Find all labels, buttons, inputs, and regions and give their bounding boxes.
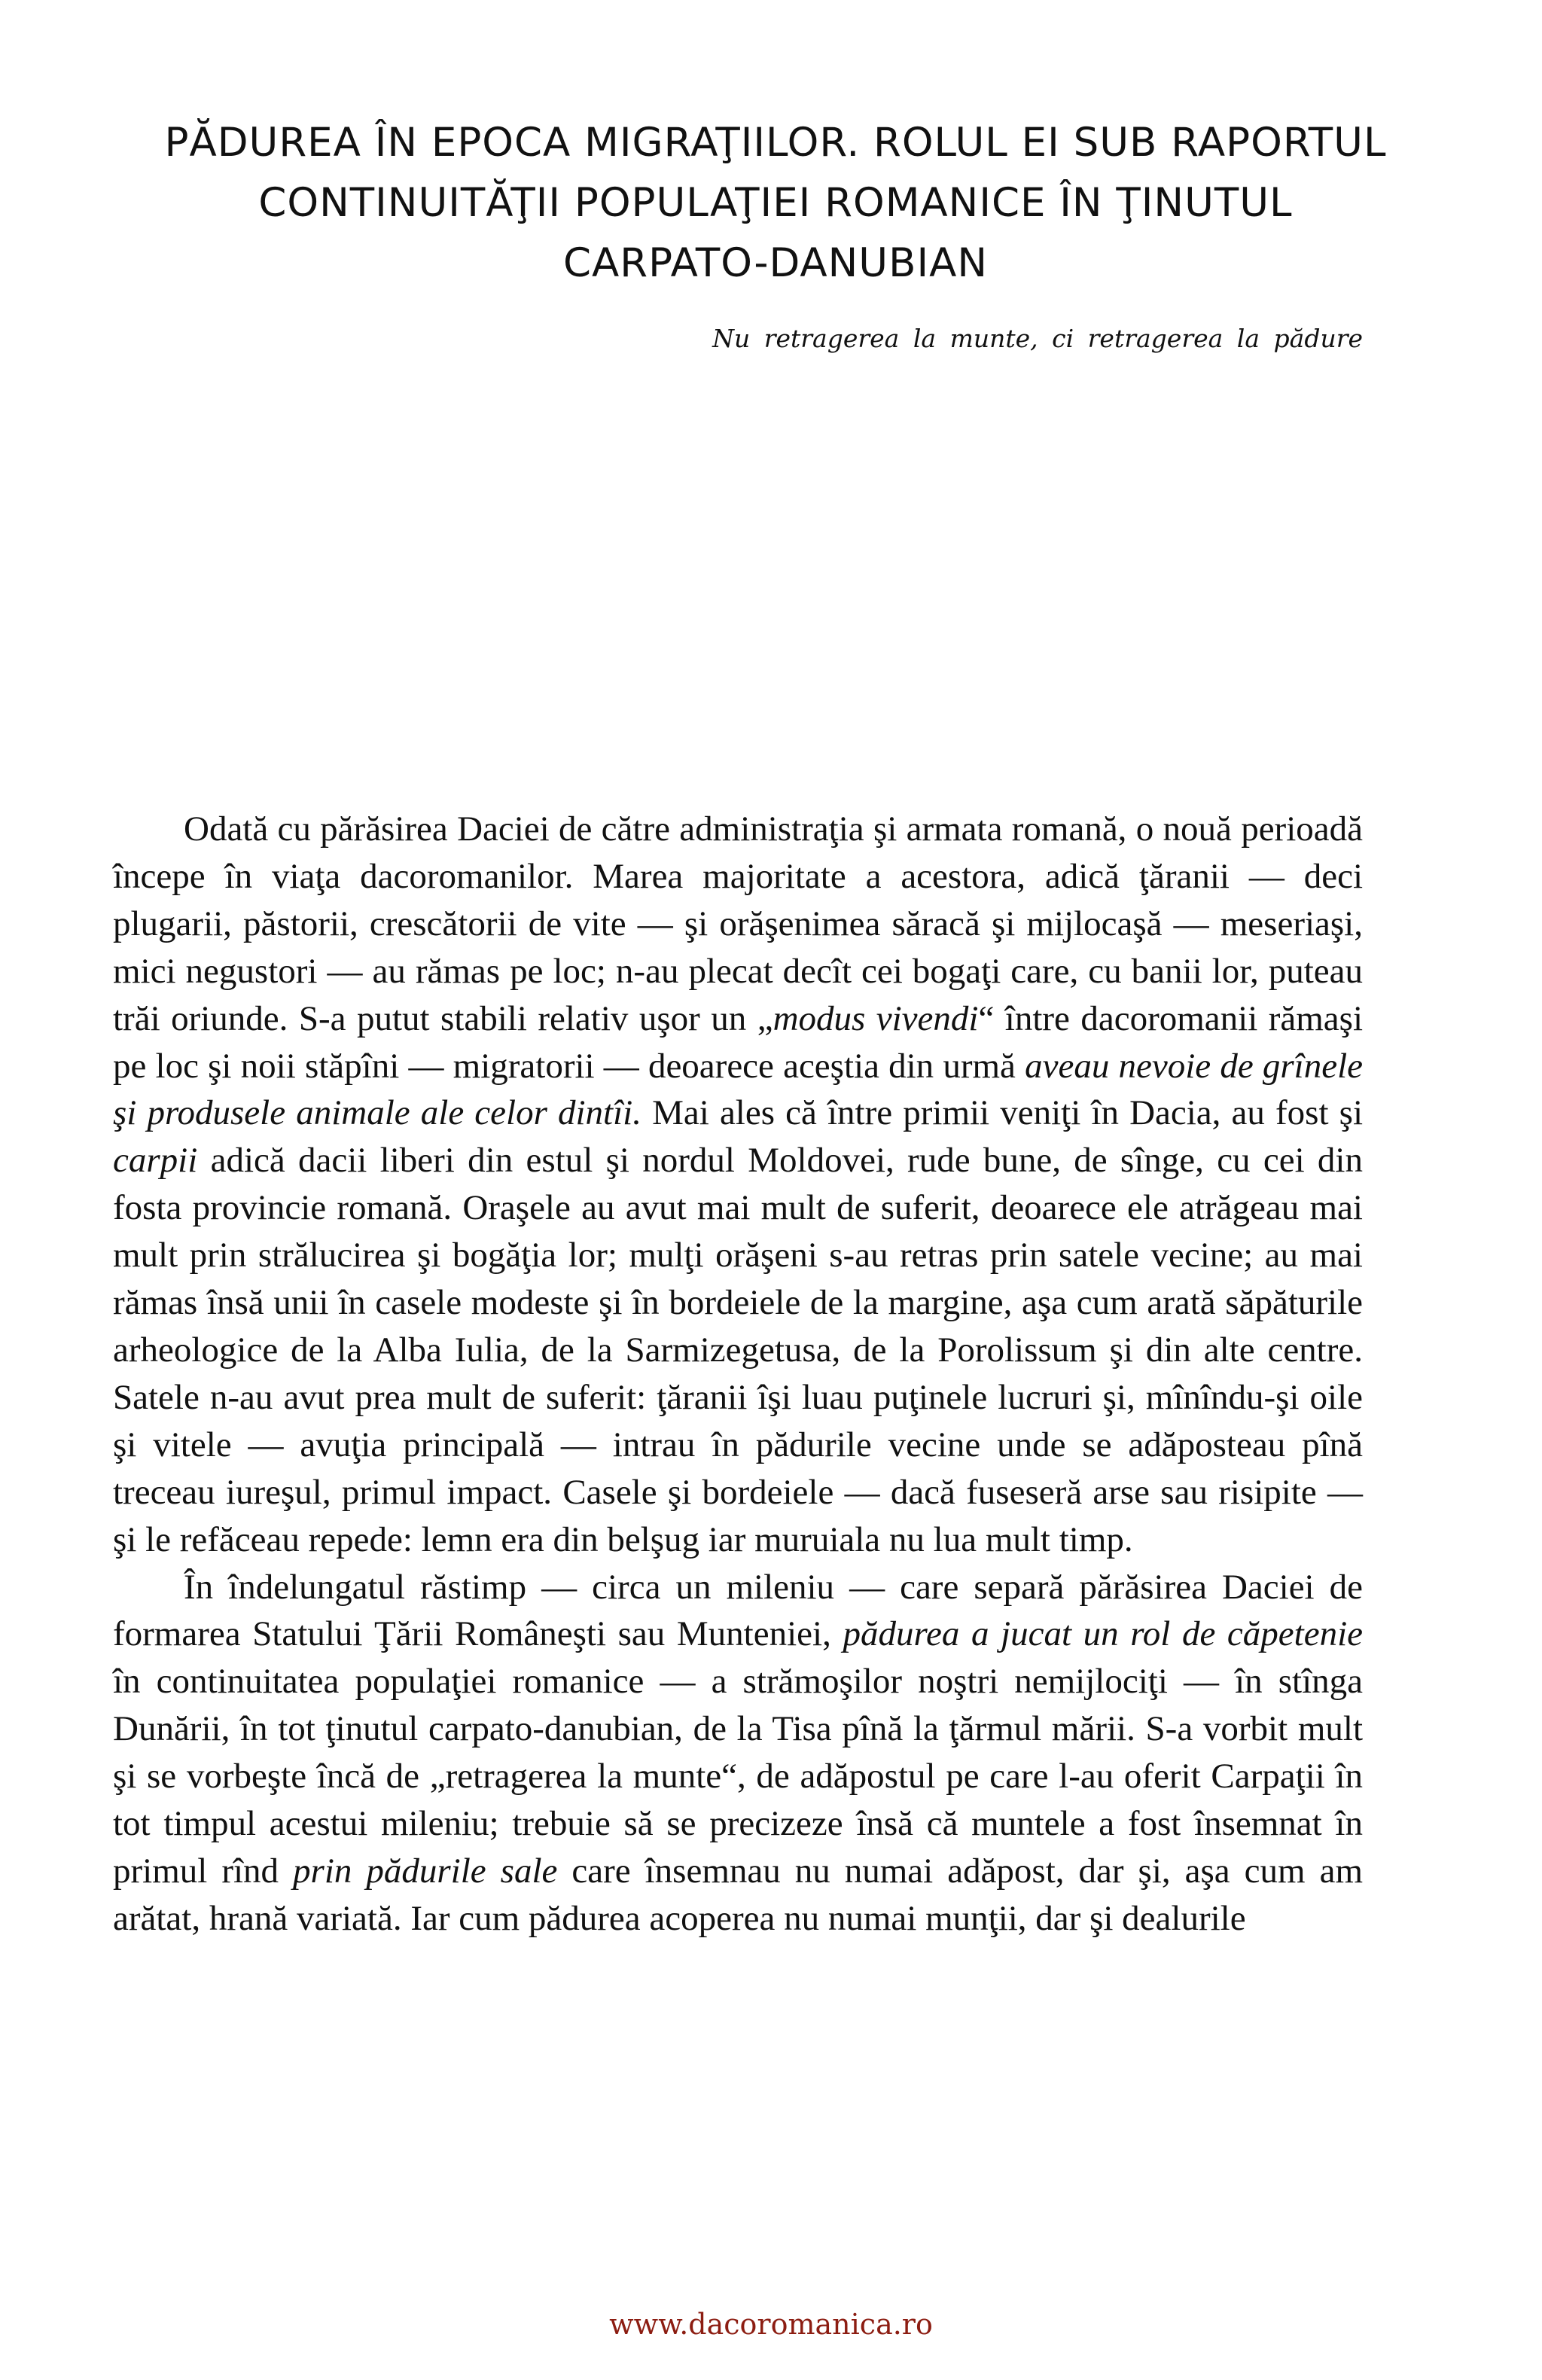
paragraph-1-italic-3: carpii — [113, 1141, 198, 1181]
paragraph-1-italic-1: modus vivendi — [773, 998, 979, 1038]
paragraph-1-text-2: “ între dacoromanii rămaşi pe loc şi noii stăpîni — migratorii — deoarece aceştia din urmă — [113, 998, 1364, 1086]
paragraph-2-text-3: care însemnau nu numai adăpost, dar şi, aşa cum am arătat, hrană variată. Iar cum pădurea acoperea nu numai munţii, dar şi dealurile — [113, 1851, 1363, 1938]
footer-website-url[interactable]: www.dacoromanica.ro — [609, 2308, 933, 2341]
paragraph-2-italic-2: prin pădurile sale — [293, 1851, 558, 1891]
article-title — [75, 113, 1476, 294]
paragraph-1 — [113, 806, 1363, 1564]
paragraph-1-text-1: Odată cu părăsirea Daciei de către administraţia şi armata romană, o nouă perioadă începe în viaţa dacoromanilor. Marea majoritate a acestora, adică ţăranii — deci plugarii, păstorii, crescătorii de vite — şi orăşenimea săracă şi mijlocaşă — meseriaşi, mici negustori — au rămas pe loc; n-au plecat decît cei bogaţi care, cu banii lor, puteau trăi oriunde. S-a putut stabili relativ uşor un „ — [113, 809, 1363, 1038]
title-line-3: CARPATO-DANUBIAN — [563, 240, 988, 286]
paragraph-1-text-3: Mai ales că între primii veniţi în Dacia, au fost şi — [641, 1093, 1363, 1133]
paragraph-2 — [113, 1564, 1363, 1943]
paragraph-2-text-1: În îndelungatul răstimp — circa un mileniu — care separă părăsirea Daciei de formarea Statului Ţării Româneşti sau Munteniei, — [113, 1567, 1363, 1654]
paragraph-2-text-2: în continuitatea populaţiei romanice — a strămoşilor noştri nemijlociţi — în stînga Dunării, în tot ţinutul carpato-danubian, de la Tisa pînă la ţărmul mării. S-a vorbit mult şi se vorbeşte încă de „retragerea la munte“, de adăpostul pe care l-au oferit Carpaţii în tot timpul acestui mileniu; trebuie să se precizeze însă că muntele a fost însemnat în primul rînd — [113, 1662, 1363, 1891]
paragraph-1-text-4: adică dacii liberi din estul şi nordul Moldovei, rude bune, de sînge, cu cei din fosta provincie romană. Oraşele au avut mai mult de suferit, deoarece ele atrăgeau mai mult prin strălucirea şi bogăţia lor; mulţi orăşeni s-au retras prin satele vecine; au mai rămas însă unii în casele modeste şi în bordeiele de la margine, aşa cum arată săpăturile arheologice de la Alba Iulia, de la Sarmizegetusa, de la Porolissum şi din alte centre. Satele n-au avut prea mult de suferit: ţăranii îşi luau puţinele lucruri şi, mînîndu-şi oile şi vitele — avuţia principală — intrau în pădurile vecine unde se adăposteau pînă treceau iureşul, primul impact. Casele şi bordeiele — dacă fuseseră arse sau risipite — şi le refăceau repede: lemn era din belşug iar muruiala nu lua mult timp. — [113, 1141, 1363, 1559]
paragraph-1-italic-2: aveau nevoie de grînele şi produsele animale ale celor dintîi. — [113, 1046, 1363, 1133]
title-line-2: CONTINUITĂŢII POPULAŢIEI ROMANICE ÎN ŢINUTUL — [258, 180, 1293, 226]
article-body — [113, 806, 1363, 1943]
epigraph-motto: Nu retragerea la munte, ci retragerea la pădure — [712, 324, 1363, 353]
paragraph-2-italic-1: pădurea a jucat un rol de căpetenie — [843, 1614, 1363, 1654]
title-line-1: PĂDUREA ÎN EPOCA MIGRAŢIILOR. ROLUL EI SUB RAPORTUL — [164, 120, 1387, 166]
